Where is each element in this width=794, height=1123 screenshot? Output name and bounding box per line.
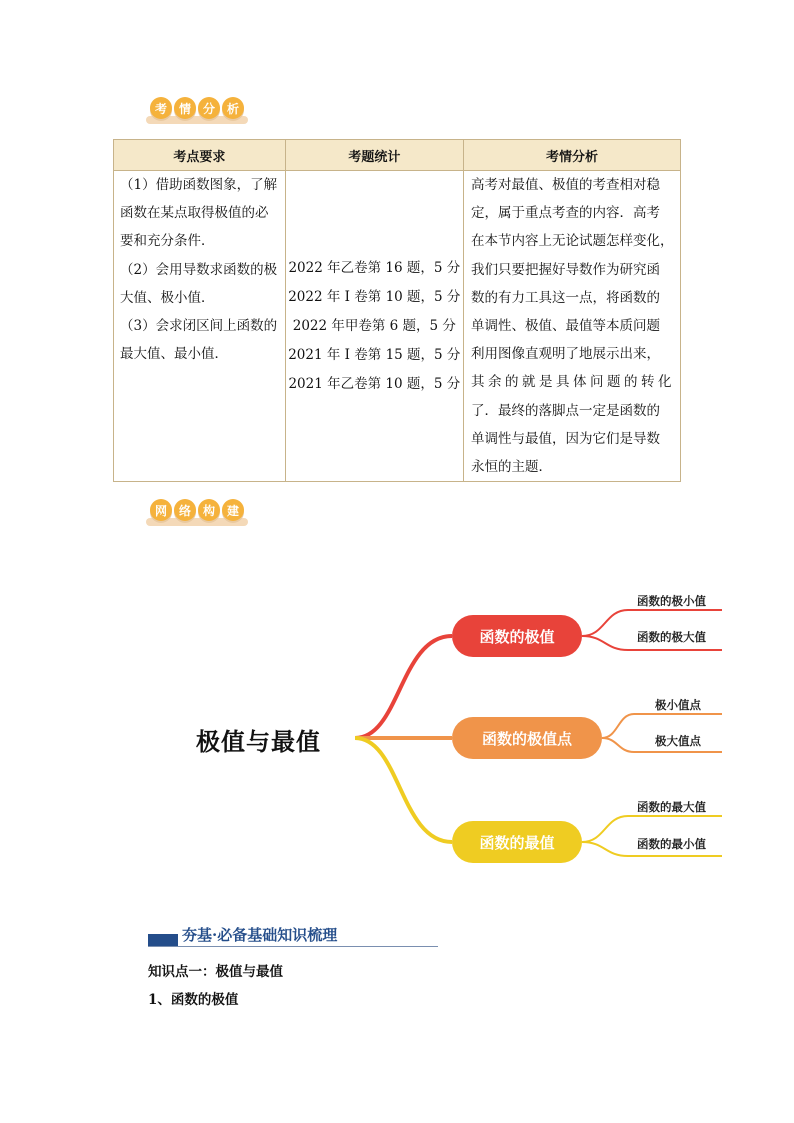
connector-branch-1	[355, 636, 452, 738]
stat-line: 2022 年乙卷第 16 题，5 分	[288, 259, 461, 276]
mindmap-branch-max-min: 函数的最值	[452, 821, 582, 863]
requirement-line: 最大值、最小值．	[120, 346, 228, 363]
analysis-line: 数的有力工具这一点，将函数的	[470, 289, 660, 306]
analysis-line: 高考对最值、极值的考查相对稳	[470, 177, 660, 193]
knowledge-item-title: 1、函数的极值	[148, 992, 239, 1008]
analysis-line: 单调性与最值，因为它们是导数	[470, 430, 660, 447]
analysis-line: 定，属于重点考查的内容．高考	[470, 205, 660, 222]
requirement-line: （1）借助函数图象，了解	[120, 177, 278, 193]
analysis-line: 我们只要把握好导数作为研究函	[470, 261, 660, 278]
mindmap-leaf: 极小值点	[655, 698, 701, 712]
table-header-analysis: 考情分析	[463, 140, 680, 171]
mindmap-leaf: 极大值点	[655, 734, 701, 748]
requirement-line: 要和充分条件．	[120, 233, 215, 250]
section-heading-marker	[148, 934, 178, 946]
mindmap-leaf: 函数的最小值	[637, 837, 706, 851]
section-heading	[148, 926, 438, 947]
badge-char: 构	[198, 499, 220, 521]
mindmap-branch-extremum: 函数的极值	[452, 615, 582, 657]
analysis-line: 其余的就是具体问题的转化	[470, 374, 675, 391]
badge-char: 情	[174, 97, 196, 119]
mindmap-leaf: 函数的极大值	[637, 630, 706, 644]
badge-char: 络	[174, 499, 196, 521]
mindmap-root: 极值与最值	[196, 728, 321, 756]
requirement-line: （3）会求闭区间上函数的	[120, 318, 278, 335]
stat-line: 2022 年甲卷第 6 题，5 分	[292, 317, 456, 334]
badge-char: 网	[150, 499, 172, 521]
table-header-stats: 考题统计	[285, 140, 463, 171]
badge-char: 建	[222, 499, 244, 521]
badge-char: 分	[198, 97, 220, 119]
knowledge-point-title: 知识点一：极值与最值	[148, 964, 283, 980]
mindmap-leaf: 函数的极小值	[637, 594, 706, 608]
requirement-line: 函数在某点取得极值的必	[120, 205, 269, 222]
stat-line: 2022 年 I 卷第 10 题，5 分	[288, 288, 461, 305]
connector-branch-3	[355, 738, 452, 842]
stat-line: 2021 年乙卷第 10 题，5 分	[288, 375, 461, 392]
analysis-line: 利用图像直观明了地展示出来，	[470, 346, 660, 363]
mindmap-branch-extremum-point: 函数的极值点	[452, 717, 602, 759]
analysis-line: 单调性、极值、最值等本质问题	[470, 318, 660, 335]
requirement-line: 大值、极小值．	[120, 289, 215, 306]
analysis-line: 了．最终的落脚点一定是函数的	[470, 402, 660, 419]
requirement-line: （2）会用导数求函数的极	[120, 261, 278, 278]
table-header-requirements: 考点要求	[114, 140, 286, 171]
badge-char: 析	[222, 97, 244, 119]
analysis-line: 永恒的主题．	[470, 459, 552, 476]
section-heading-title: 夯基·必备基础知识梳理	[182, 926, 338, 944]
analysis-line: 在本节内容上无论试题怎样变化，	[470, 233, 674, 250]
badge-char: 考	[150, 97, 172, 119]
mindmap-leaf: 函数的最大值	[637, 800, 706, 814]
stat-line: 2021 年 I 卷第 15 题，5 分	[288, 346, 461, 363]
